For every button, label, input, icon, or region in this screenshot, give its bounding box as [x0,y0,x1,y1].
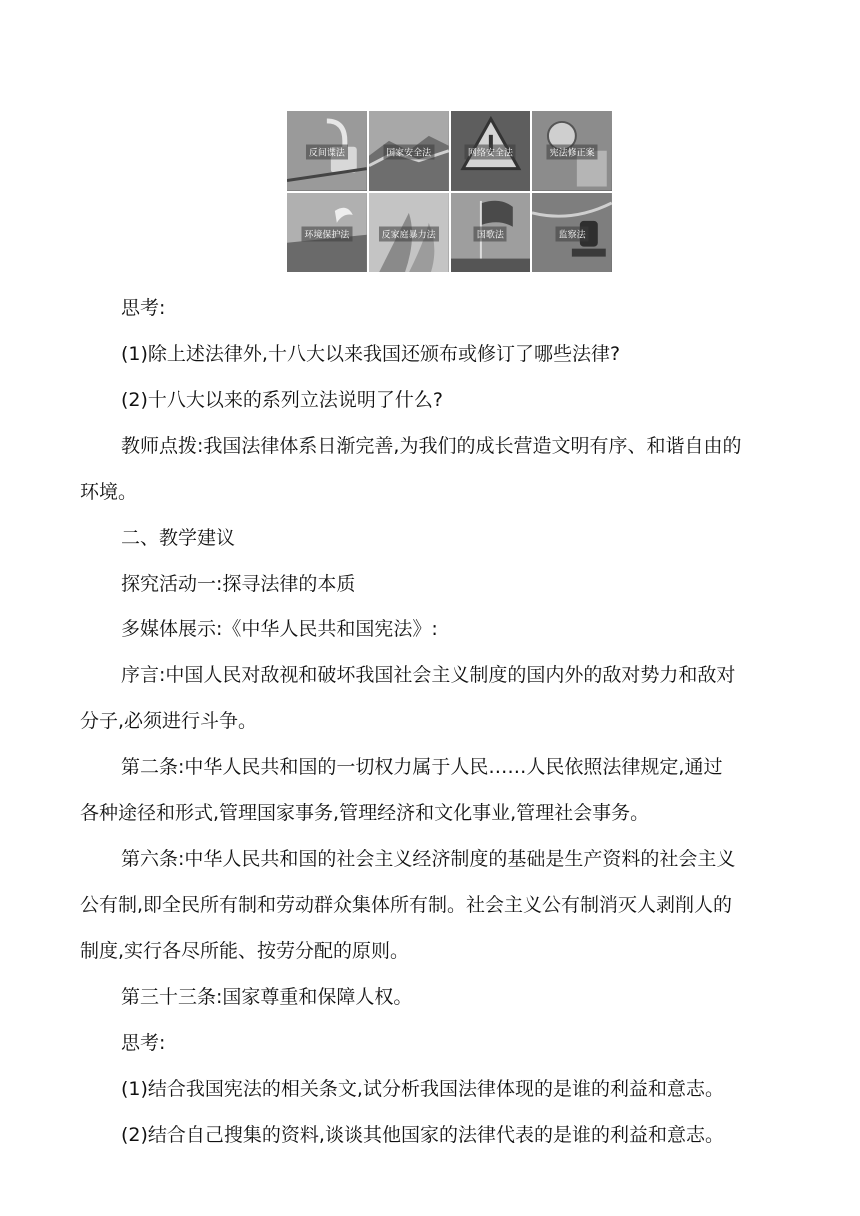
article-2-cont: 各种途径和形式,管理国家事务,管理经济和文化事业,管理社会事务。 [80,802,650,824]
article-6: 第六条:中华人民共和国的社会主义经济制度的基础是生产资料的社会主义 [121,848,736,870]
hands-icon [369,193,449,273]
tile-caption: 国家安全法 [383,145,434,160]
tile-caption: 宪法修正案 [547,145,598,160]
national-emblem-icon [532,111,612,191]
section-heading: 二、教学建议 [121,527,236,549]
flag-icon [451,193,531,273]
tile-caption: 环境保护法 [301,226,352,241]
article-6-cont-2: 制度,实行各尽所能、按劳分配的原则。 [80,940,410,962]
question-3: (1)结合我国宪法的相关条文,试分析我国法律体现的是谁的利益和意志。 [121,1078,724,1100]
activity-title: 探究活动一:探寻法律的本质 [121,573,356,595]
think-heading-2: 思考: [121,1032,166,1054]
tile-caption: 网络安全法 [465,145,516,160]
article-33: 第三十三条:国家尊重和保障人权。 [121,986,413,1008]
preamble-cont: 分子,必须进行斗争。 [80,710,258,732]
question-1: (1)除上述法律外,十八大以来我国还颁布或修订了哪些法律? [121,343,621,365]
tile-caption: 反间谍法 [306,145,348,160]
article-6-cont: 公有制,即全民所有制和劳动群众集体所有制。社会主义公有制消灭人剥削人的 [80,894,733,916]
law-image-collage [287,111,612,272]
question-4: (2)结合自己搜集的资料,谈谈其他国家的法律代表的是谁的利益和意志。 [121,1124,724,1146]
teacher-note-cont: 环境。 [80,481,138,503]
teacher-note: 教师点拨:我国法律体系日渐完善,为我们的成长营造文明有序、和谐自由的 [121,435,742,457]
preamble: 序言:中国人民对敌视和破坏我国社会主义制度的国内外的敌对势力和敌对 [121,664,736,686]
media-display: 多媒体展示:《中华人民共和国宪法》: [121,618,438,640]
padlock-icon [287,111,367,191]
great-wall-icon [369,111,449,191]
gavel-icon [532,193,612,273]
question-2: (2)十八大以来的系列立法说明了什么? [121,389,443,411]
article-2: 第二条:中华人民共和国的一切权力属于人民……人民依照法律规定,通过 [121,756,723,778]
think-heading: 思考: [121,297,166,319]
bird-icon [287,193,367,273]
warning-sign-icon [451,111,531,191]
tile-caption: 反家庭暴力法 [379,226,439,241]
tile-caption: 国歌法 [474,226,507,241]
tile-caption: 监察法 [556,226,589,241]
